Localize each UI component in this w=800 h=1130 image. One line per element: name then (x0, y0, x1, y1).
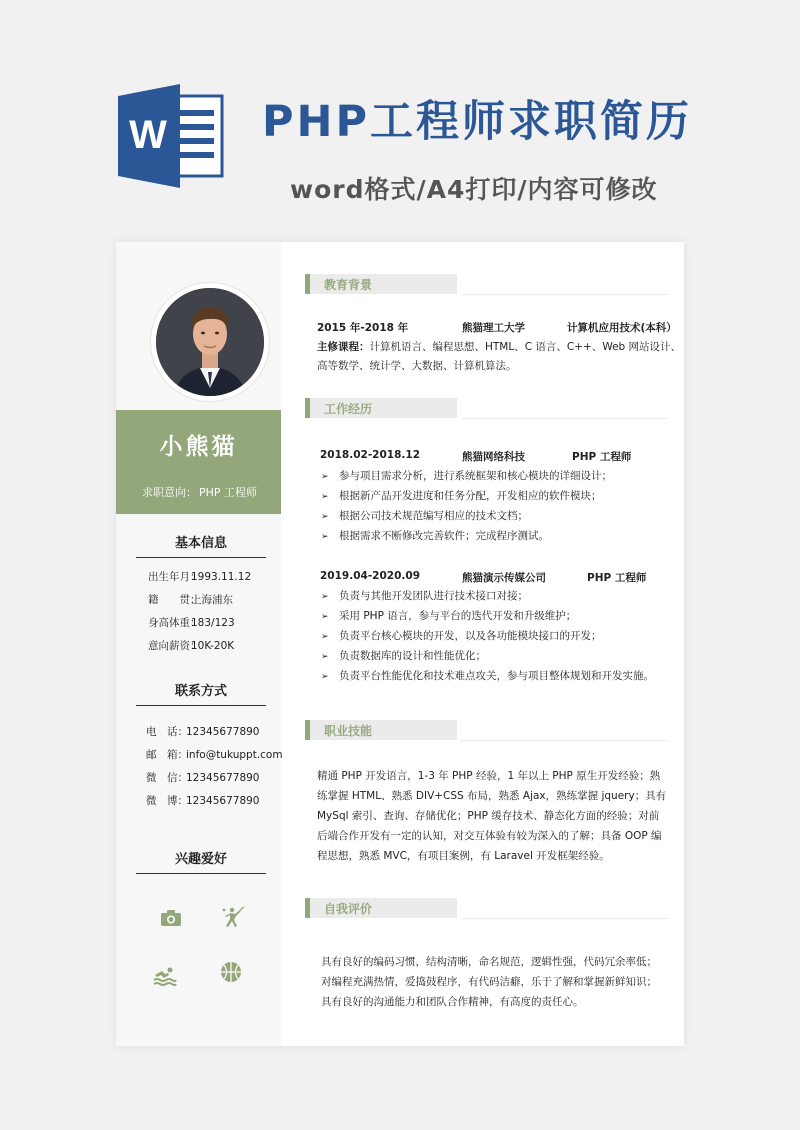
job1-item: ➢ 根据需求不断修改完善软件；完成程序测试。 (321, 530, 549, 542)
job1-company: 熊猫网络科技 (462, 451, 525, 463)
self-eval-line: 对编程充满热情，爱捣鼓程序，有代码洁癖，乐于了解和掌握新鲜知识； (321, 976, 657, 988)
basketball-icon (219, 960, 243, 984)
self-eval-line: 具有良好的编码习惯，结构清晰，命名规范，逻辑性强，代码冗余率低； (321, 956, 657, 968)
basic-info-title: 基本信息 (136, 532, 266, 558)
education-title: 教育背景 (324, 278, 373, 292)
contact-row-phone (146, 724, 260, 739)
contact-value: 12345677890 (186, 726, 260, 738)
arrow-bullet-icon: ➢ (321, 672, 329, 682)
self-eval-line: 具有良好的沟通能力和团队合作精神，有高度的责任心。 (321, 996, 584, 1008)
candidate-name: 小熊猫 (159, 434, 238, 460)
sidebar (116, 242, 281, 1046)
skills-line: MySql 索引、查询、存储优化；PHP 缓存技术、静态化方面的经验；对前 (317, 810, 660, 822)
edu-courses-label: 主修课程： (317, 341, 370, 353)
job-intent-label: 求职意向： (141, 486, 197, 499)
word-logo-letter: W (129, 113, 167, 157)
edu-period: 2015 年-2018 年 (317, 322, 409, 334)
arrow-bullet-icon: ➢ (321, 592, 329, 602)
info-key: 意向薪资： (148, 640, 201, 652)
job2-item: ➢ 负责平台性能优化和技术难点攻关，参与项目整体规划和开发实施。 (321, 670, 654, 682)
edu-major: 计算机应用技术(本科） (567, 322, 677, 334)
skills-paragraph (317, 766, 666, 866)
skills-line: 后端合作开发有一定的认知，对交互体验有较为深入的了解；具备 OOP 编 (317, 830, 662, 842)
contact-value: info@tukuppt.com (186, 749, 283, 761)
work-divider (461, 418, 668, 419)
info-key: 籍 贯： (148, 594, 201, 606)
banner-subtitle: word格式/A4打印/内容可修改 (290, 175, 658, 204)
word-logo-icon (118, 82, 224, 190)
name-box (116, 410, 281, 514)
job1-item: ➢ 根据公司技术规范编写相应的技术文档； (321, 510, 528, 522)
skills-divider (461, 740, 668, 741)
job1-item: ➢ 根据新产品开发进度和任务分配，开发相应的软件模块； (321, 490, 602, 502)
contact-row-weibo (146, 793, 260, 808)
work-heading (305, 398, 457, 418)
edu-school: 熊猫理工大学 (462, 322, 525, 334)
work-title: 工作经历 (324, 402, 373, 416)
arrow-bullet-icon: ➢ (321, 532, 329, 542)
resume-sheet (116, 242, 684, 1046)
self-eval-paragraph (321, 952, 657, 1012)
job2-item: ➢ 负责平台核心模块的开发，以及各功能模块接口的开发； (321, 630, 602, 642)
info-value: 10K-20K (191, 640, 235, 652)
job-intent (116, 484, 281, 500)
contact-title: 联系方式 (136, 680, 266, 706)
info-row-height-weight (148, 615, 235, 630)
job2-role: PHP 工程师 (587, 572, 647, 584)
info-key: 出生年月： (148, 571, 201, 583)
edu-courses-line2: 高等数学、统计学、大数据、计算机算法。 (317, 360, 517, 372)
edu-courses-line1: 计算机语言、编程思想、HTML、C 语言、C++、Web 网站设计、 (369, 341, 682, 353)
info-row-origin (148, 592, 233, 607)
hobbies-title: 兴趣爱好 (136, 848, 266, 874)
skills-title: 职业技能 (324, 724, 373, 738)
badminton-icon (221, 906, 245, 930)
contact-key: 邮 箱： (146, 749, 188, 761)
contact-row-email (146, 747, 283, 762)
swimming-icon (153, 962, 177, 986)
contact-value: 12345677890 (186, 795, 260, 807)
job1-role: PHP 工程师 (572, 451, 632, 463)
camera-icon (159, 906, 183, 930)
contact-value: 12345677890 (186, 772, 260, 784)
contact-key: 微 博： (146, 795, 188, 807)
arrow-bullet-icon: ➢ (321, 652, 329, 662)
job2-company: 熊猫演示传媒公司 (462, 572, 546, 584)
banner-title: PHP工程师求职简历 (262, 97, 693, 147)
job2-item: ➢ 负责数据库的设计和性能优化； (321, 650, 486, 662)
skills-line: 练掌握 HTML、熟悉 DIV+CSS 布局，熟悉 Ajax，熟练掌握 jquery；具有 (317, 790, 667, 802)
info-row-birth (148, 569, 251, 584)
job2-item: ➢ 负责与其他开发团队进行技术接口对接； (321, 590, 528, 602)
info-row-salary (148, 638, 234, 653)
education-heading (305, 274, 457, 294)
contact-key: 电 话： (146, 726, 188, 738)
self-eval-title: 自我评价 (324, 902, 373, 916)
info-value: 1993.11.12 (191, 571, 252, 583)
education-divider (461, 294, 668, 295)
arrow-bullet-icon: ➢ (321, 632, 329, 642)
info-value: 183/123 (191, 617, 235, 629)
arrow-bullet-icon: ➢ (321, 492, 329, 502)
self-eval-heading (305, 898, 457, 918)
arrow-bullet-icon: ➢ (321, 472, 329, 482)
job1-period: 2018.02-2018.12 (320, 449, 421, 461)
arrow-bullet-icon: ➢ (321, 612, 329, 622)
skills-heading (305, 720, 457, 740)
job1-item: ➢ 参与项目需求分析，进行系统框架和核心模块的详细设计； (321, 470, 612, 482)
contact-row-wechat (146, 770, 260, 785)
job2-item: ➢ 采用 PHP 语言，参与平台的迭代开发和升级维护； (321, 610, 577, 622)
contact-key: 微 信： (146, 772, 188, 784)
avatar-portrait (156, 288, 264, 396)
edu-courses (317, 339, 681, 354)
skills-line: 程思想，熟悉 MVC，有项目案例，有 Laravel 开发框架经验。 (317, 850, 610, 862)
avatar (150, 282, 270, 402)
info-key: 身高体重： (148, 617, 201, 629)
job-intent-value: PHP 工程师 (198, 486, 258, 499)
job2-period: 2019.04-2020.09 (320, 570, 421, 582)
self-eval-divider (461, 918, 668, 919)
skills-line: 精通 PHP 开发语言，1-3 年 PHP 经验，1 年以上 PHP 原生开发经验；熟 (317, 770, 661, 782)
info-value: 上海浦东 (191, 594, 233, 606)
arrow-bullet-icon: ➢ (321, 512, 329, 522)
